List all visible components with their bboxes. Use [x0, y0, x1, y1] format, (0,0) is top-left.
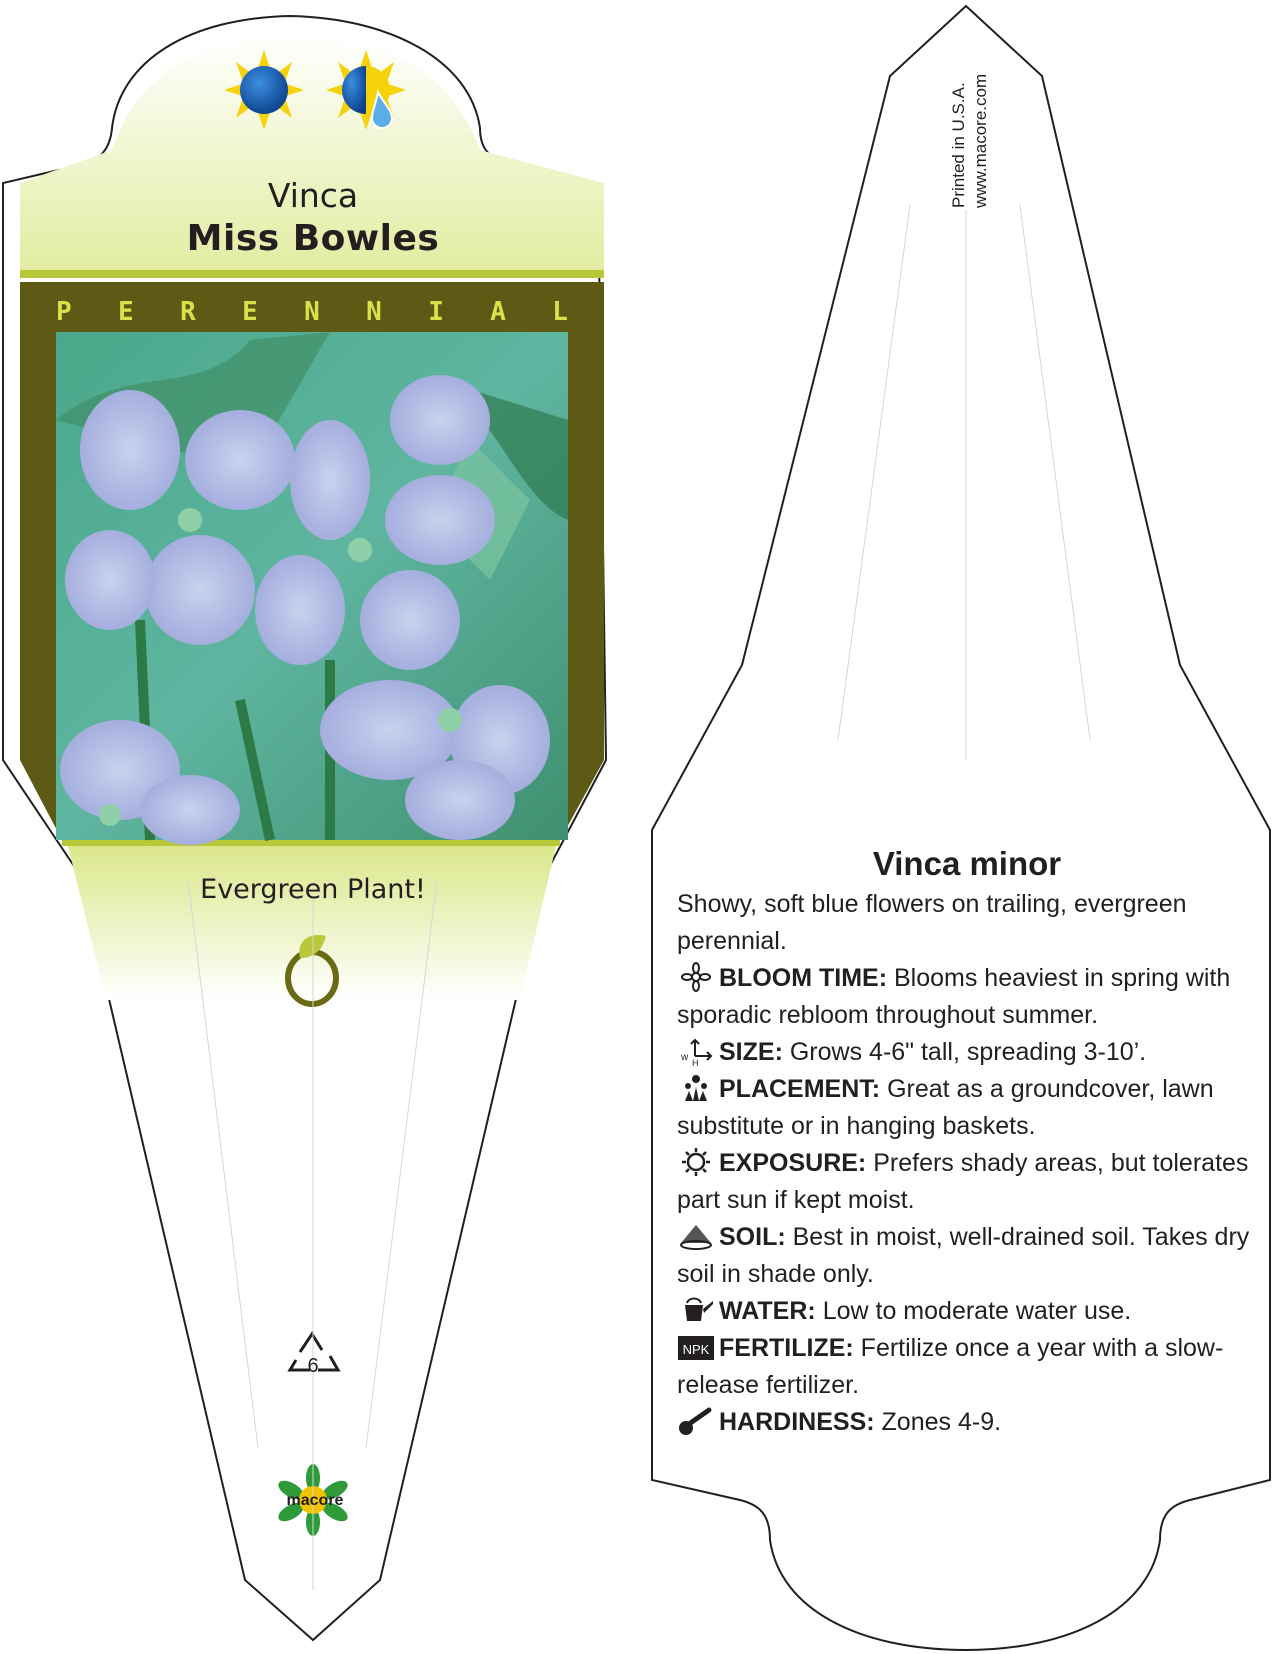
care-label: SIZE:	[719, 1038, 783, 1066]
description: Showy, soft blue flowers on trailing, evergreen perennial.	[677, 890, 1187, 955]
banner-letter: P	[56, 297, 72, 327]
care-item-exposure	[677, 1145, 1257, 1219]
care-label: FERTILIZE:	[719, 1334, 854, 1362]
svg-text:w: w	[681, 1052, 689, 1063]
care-text: Blooms heaviest in spring with sporadic rebloom throughout summer.	[677, 964, 1231, 1029]
care-item-bloom	[677, 960, 1257, 1034]
care-item-soil	[677, 1219, 1257, 1293]
banner-letter: N	[366, 297, 382, 327]
care-item-fertilize	[677, 1330, 1257, 1404]
banner-letter: A	[490, 297, 506, 327]
size-icon	[677, 1036, 715, 1066]
plant-cultivar: Miss Bowles	[186, 218, 440, 259]
care-text: Fertilize once a year with a slow-release fertilizer.	[677, 1334, 1224, 1399]
tagline: Evergreen Plant!	[200, 874, 426, 905]
care-text: Low to moderate water use.	[822, 1297, 1132, 1325]
sun-outline-icon	[677, 1147, 715, 1177]
npk-icon-text: NPK	[682, 1342, 710, 1357]
printed-origin: Printed in U.S.A.	[949, 82, 968, 208]
care-text: Grows 4-6" tall, spreading 3-10’.	[789, 1038, 1147, 1066]
botanical-name: Vinca minor	[872, 845, 1062, 882]
banner-letter: R	[180, 297, 196, 327]
care-label: WATER:	[719, 1297, 816, 1325]
banner-letter: L	[552, 297, 568, 327]
care-item-size	[677, 1034, 1257, 1071]
care-label: EXPOSURE:	[719, 1149, 867, 1177]
flower-icon	[677, 962, 715, 992]
perennial-banner	[56, 297, 568, 327]
thermometer-icon	[677, 1406, 715, 1436]
care-item-hardiness	[677, 1404, 1257, 1441]
placement-icon	[677, 1073, 715, 1103]
soil-icon	[677, 1221, 715, 1251]
care-item-water	[677, 1293, 1257, 1330]
care-label: SOIL:	[719, 1223, 786, 1251]
npk-icon	[677, 1332, 715, 1362]
care-label: HARDINESS:	[719, 1408, 875, 1436]
recycle-code: 6	[307, 1355, 319, 1377]
care-text: Best in moist, well-drained soil. Takes dry soil in shade only.	[677, 1223, 1250, 1288]
care-label: PLACEMENT:	[719, 1075, 881, 1103]
full-sun-icon	[224, 50, 304, 130]
part-sun-water-icon	[326, 50, 406, 130]
plant-genus: Vinca	[267, 176, 359, 215]
watering-can-icon	[677, 1295, 715, 1325]
banner-letter: N	[304, 297, 320, 327]
svg-text:H: H	[692, 1058, 699, 1066]
care-text: Prefers shady areas, but tolerates part sun if kept moist.	[677, 1149, 1249, 1214]
website: www.macore.com	[971, 73, 990, 208]
care-text: Great as a groundcover, lawn substitute or in hanging baskets.	[677, 1075, 1214, 1140]
care-info	[677, 845, 1257, 1441]
brand-logo-text: macore	[286, 1492, 344, 1509]
care-text: Zones 4-9.	[881, 1408, 1002, 1436]
printed-note	[948, 74, 992, 208]
banner-letter: I	[428, 297, 444, 327]
care-label: BLOOM TIME:	[719, 964, 888, 992]
banner-letter: E	[118, 297, 134, 327]
banner-letter: E	[242, 297, 258, 327]
flower-photo	[56, 332, 568, 845]
care-item-placement	[677, 1071, 1257, 1145]
